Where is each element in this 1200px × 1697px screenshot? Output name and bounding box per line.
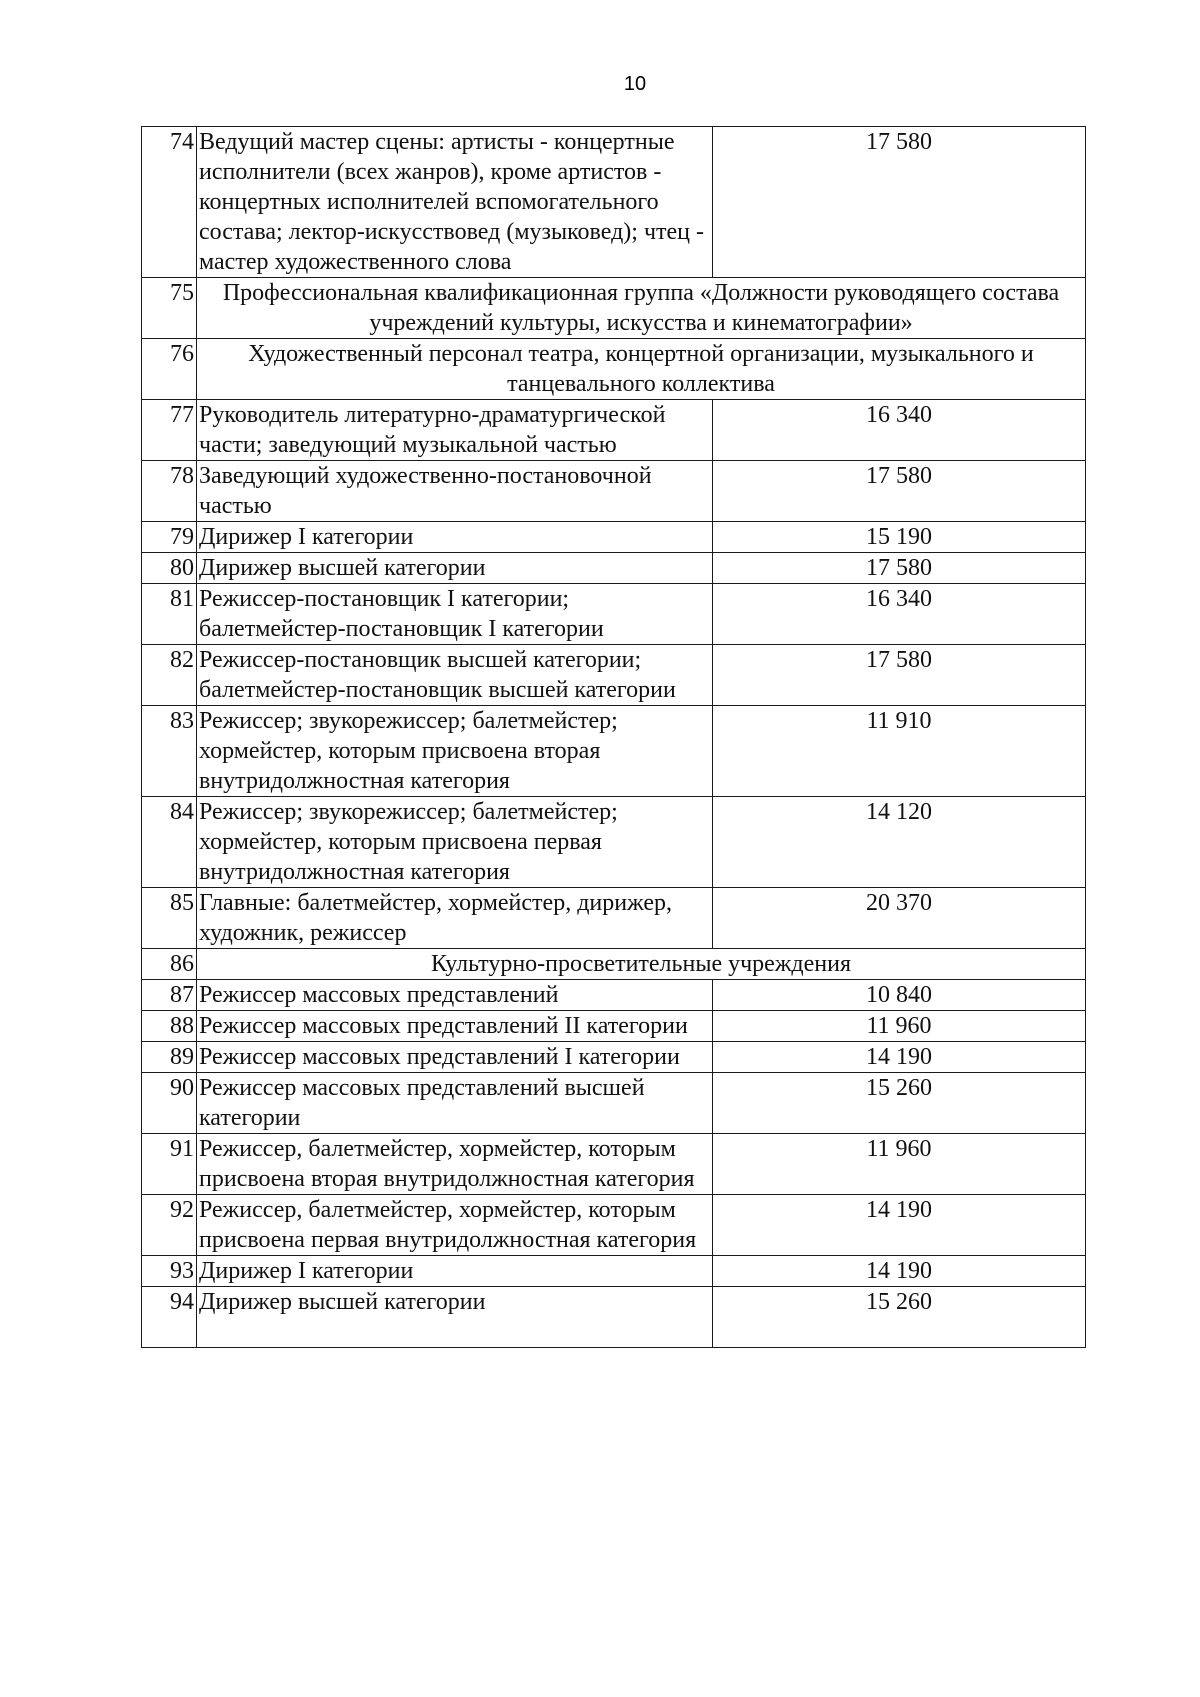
- salary-value: 20 370: [713, 888, 1086, 949]
- position-name: Дирижер I категории: [197, 522, 713, 553]
- table-row: [142, 1134, 1086, 1195]
- table-row: [142, 706, 1086, 797]
- table-row: [142, 888, 1086, 949]
- salary-value: 17 580: [713, 127, 1086, 278]
- salary-value: 11 960: [713, 1134, 1086, 1195]
- table-row: [142, 645, 1086, 706]
- table-row: [142, 1042, 1086, 1073]
- row-number: 81: [142, 584, 197, 645]
- row-number: 78: [142, 461, 197, 522]
- row-number: 79: [142, 522, 197, 553]
- row-number: 87: [142, 980, 197, 1011]
- position-name: Ведущий мастер сцены: артисты - концертные исполнители (всех жанров), кроме артистов - концертных исполнителей вспомогательного состава; лектор-искусствовед (музыковед); чтец - мастер художественного слова: [197, 127, 713, 278]
- salary-value: 11 960: [713, 1011, 1086, 1042]
- position-name: Дирижер I категории: [197, 1256, 713, 1287]
- position-name: Руководитель литературно-драматургической части; заведующий музыкальной частью: [197, 400, 713, 461]
- row-number: 74: [142, 127, 197, 278]
- position-name: Режиссер-постановщик I категории; балетмейстер-постановщик I категории: [197, 584, 713, 645]
- salary-table: [141, 126, 1086, 1348]
- salary-value: 14 190: [713, 1195, 1086, 1256]
- position-name: Режиссер-постановщик высшей категории; балетмейстер-постановщик высшей категории: [197, 645, 713, 706]
- row-number: 83: [142, 706, 197, 797]
- salary-value: 15 190: [713, 522, 1086, 553]
- section-heading: Культурно-просветительные учреждения: [197, 949, 1086, 980]
- table-row: [142, 522, 1086, 553]
- position-name: Режиссер массовых представлений высшей категории: [197, 1073, 713, 1134]
- position-name: Дирижер высшей категории: [197, 1287, 713, 1348]
- salary-value: 17 580: [713, 553, 1086, 584]
- position-name: Режиссер массовых представлений: [197, 980, 713, 1011]
- salary-table-body: [142, 127, 1086, 1348]
- row-number: 94: [142, 1287, 197, 1348]
- table-row: [142, 1287, 1086, 1348]
- salary-value: 14 190: [713, 1256, 1086, 1287]
- row-number: 77: [142, 400, 197, 461]
- row-number: 76: [142, 339, 197, 400]
- salary-value: 15 260: [713, 1073, 1086, 1134]
- salary-value: 14 190: [713, 1042, 1086, 1073]
- row-number: 75: [142, 278, 197, 339]
- section-heading: Профессиональная квалификационная группа «Должности руководящего состава учреждений культуры, искусства и кинематографии»: [197, 278, 1086, 339]
- salary-value: 16 340: [713, 400, 1086, 461]
- position-name: Режиссер, балетмейстер, хормейстер, которым присвоена вторая внутридолжностная категория: [197, 1134, 713, 1195]
- position-name: Режиссер; звукорежиссер; балетмейстер; хормейстер, которым присвоена первая внутридолжностная категория: [197, 797, 713, 888]
- section-heading: Художественный персонал театра, концертной организации, музыкального и танцевального коллектива: [197, 339, 1086, 400]
- table-row: [142, 1073, 1086, 1134]
- row-number: 84: [142, 797, 197, 888]
- row-number: 89: [142, 1042, 197, 1073]
- table-row: [142, 1011, 1086, 1042]
- position-name: Главные: балетмейстер, хормейстер, дирижер, художник, режиссер: [197, 888, 713, 949]
- table-row: [142, 400, 1086, 461]
- table-row: [142, 461, 1086, 522]
- row-number: 88: [142, 1011, 197, 1042]
- table-row: [142, 553, 1086, 584]
- position-name: Режиссер, балетмейстер, хормейстер, которым присвоена первая внутридолжностная категория: [197, 1195, 713, 1256]
- table-row: [142, 797, 1086, 888]
- position-name: Режиссер массовых представлений II категории: [197, 1011, 713, 1042]
- position-name: Режиссер массовых представлений I категории: [197, 1042, 713, 1073]
- row-number: 92: [142, 1195, 197, 1256]
- salary-value: 16 340: [713, 584, 1086, 645]
- salary-value: 10 840: [713, 980, 1086, 1011]
- section-row: [142, 339, 1086, 400]
- table-row: [142, 1256, 1086, 1287]
- table-row: [142, 127, 1086, 278]
- row-number: 86: [142, 949, 197, 980]
- page-number: 10: [623, 73, 647, 95]
- table-row: [142, 980, 1086, 1011]
- salary-value: 17 580: [713, 461, 1086, 522]
- salary-value: 17 580: [713, 645, 1086, 706]
- salary-value: 14 120: [713, 797, 1086, 888]
- section-row: [142, 278, 1086, 339]
- table-row: [142, 584, 1086, 645]
- row-number: 85: [142, 888, 197, 949]
- salary-value: 15 260: [713, 1287, 1086, 1348]
- row-number: 91: [142, 1134, 197, 1195]
- section-row: [142, 949, 1086, 980]
- position-name: Режиссер; звукорежиссер; балетмейстер; хормейстер, которым присвоена вторая внутридолжностная категория: [197, 706, 713, 797]
- position-name: Дирижер высшей категории: [197, 553, 713, 584]
- row-number: 82: [142, 645, 197, 706]
- row-number: 90: [142, 1073, 197, 1134]
- salary-value: 11 910: [713, 706, 1086, 797]
- row-number: 80: [142, 553, 197, 584]
- table-row: [142, 1195, 1086, 1256]
- row-number: 93: [142, 1256, 197, 1287]
- position-name: Заведующий художественно-постановочной частью: [197, 461, 713, 522]
